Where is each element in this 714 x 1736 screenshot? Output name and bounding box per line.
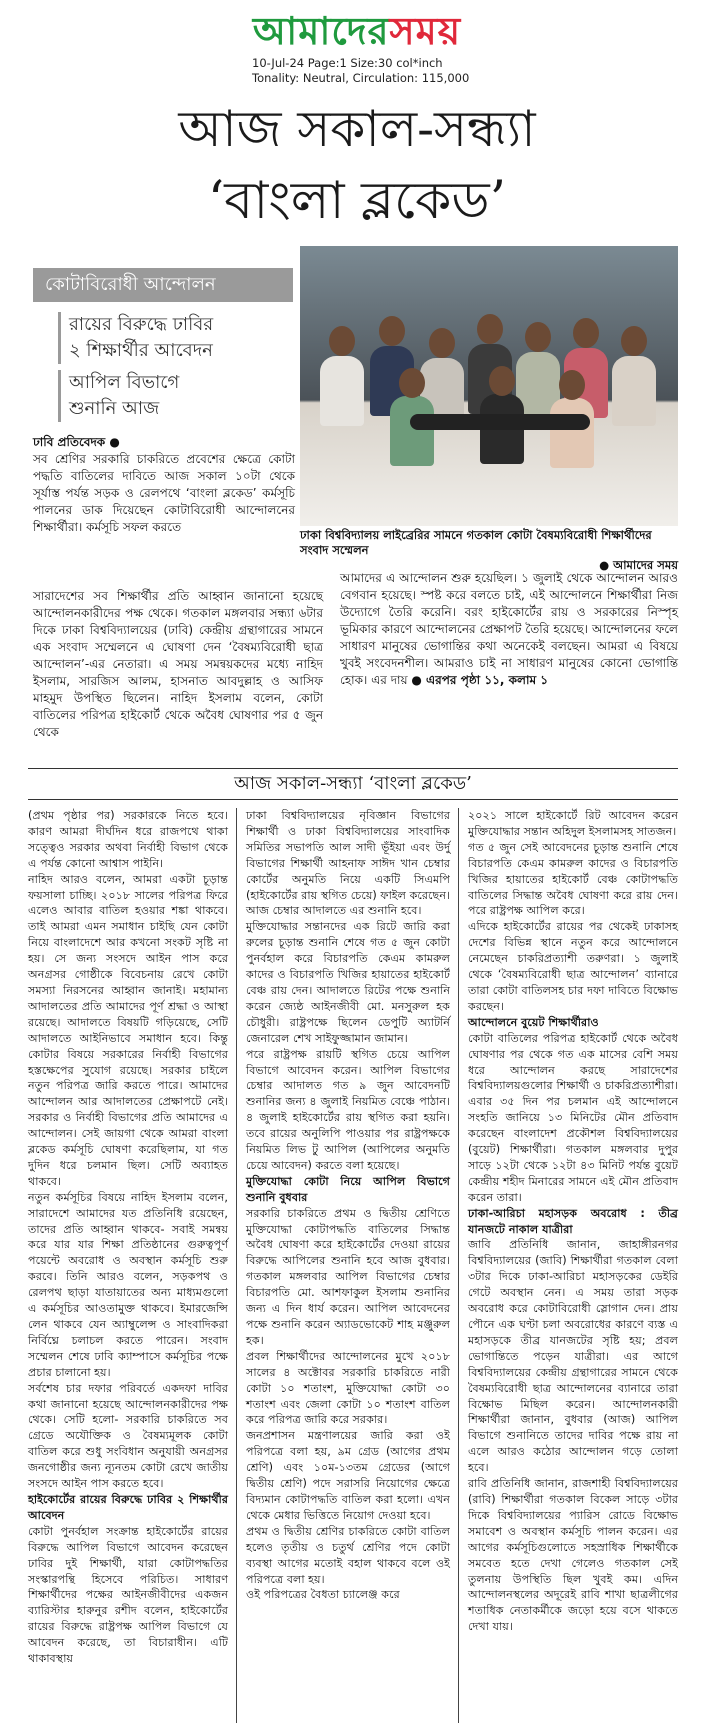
- paragraph: কোটা বাতিলের পরিপত্র হাইকোর্ট থেকে অবৈধ ঘোষণার পর থেকে গত এক মাসের বেশি সময় ধরে আন্দোলন করছে সারাদেশের বিশ্ববিদ্যালয়গুলোর শিক্ষার্থী ও চাকরিপ্রত্যাশীরা। এবার ৩৫ দিন পর চলমান এই আন্দোলনে সংহতি জানিয়ে ১৩ মিনিটের মৌন প্রতিবাদ করেছেন বাংলাদেশ প্রকৌশল বিশ্ববিদ্যালয়ের (বুয়েট) শিক্ষার্থীরা। গতকাল মঙ্গলবার দুপুর সাড়ে ১২টা থেকে ১২টা ৪৩ মিনিট পর্যন্ত বুয়েট কেন্দ্রীয় শহীদ মিনারের সামনে এই মৌন প্রতিবাদ করেন তারা।: [468, 1031, 678, 1204]
- section-subhead: ঢাকা-আরিচা মহাসড়ক অবরোধ : তীব্র যানজটে নাকাল যাত্রীরা: [468, 1206, 678, 1236]
- lead-intro: [33, 434, 295, 536]
- paragraph: পরে রাষ্ট্রপক্ষ রায়টি স্থগিত চেয়ে আপিল বিভাগে আবেদন করেন। আপিল বিভাগের চেম্বার আদালত গত ৯ জুন আবেদনটি শুনানির জন্য ৪ জুলাই নিয়মিত বেঞ্চে পাঠান। ৪ জুলাই হাইকোর্টের রায় স্থগিত করা হয়নি। তবে রায়ের অনুলিপি পাওয়ার পর রাষ্ট্রপক্ষকে নিয়মিত লিভ টু আপিল (আপিলের অনুমতি চেয়ে আবেদন) করতে বলা হয়েছে।: [246, 1047, 450, 1172]
- continuation-column-2: [246, 808, 450, 1603]
- press-conference-photo: [300, 246, 678, 526]
- subhead-2: [58, 370, 309, 422]
- paragraph: কোটা পুনর্বহাল সংক্রান্ত হাইকোর্টের রায়ের বিরুদ্ধে আপিল বিভাগে আবেদন করেছেন ঢাবির দুই শিক্ষার্থী, যারা কোটাপদ্ধতির সংস্কারপন্থি হিসেবে পরিচিত। সাধারণ শিক্ষার্থীদের পক্ষের আইনজীবীদের একজন ব্যারিস্টার হারুনুর রশীদ বলেন, হাইকোর্টের রায়ের বিরুদ্ধে রাষ্ট্রপক্ষ আপিল বিভাগে যে আবেদন করেছে, তা বিচারাধীন। এটি থাকাবস্থায়: [28, 1524, 228, 1666]
- column-divider-2: [458, 808, 459, 1723]
- lead-text-left: সারাদেশের সব শিক্ষার্থীর প্রতি আহ্বান জানানো হয়েছে আন্দোলনকারীদের পক্ষ থেকে। গতকাল মঙ্গলবার সন্ধ্যা ৬টার দিকে ঢাকা বিশ্ববিদ্যালয়ের (ঢাবি) কেন্দ্রীয় গ্রন্থাগারের সামনে এক সংবাদ সম্মেলনে এ ঘোষণা দেন ‘বৈষম্যবিরোধী ছাত্র আন্দোলন’-এর নেতারা। এ সময় সমন্বয়কদের মধ্যে নাহিদ ইসলাম, সারজিস আলম, হাসনাত আবদুল্লাহ ও আসিফ মাহমুদ উপস্থিত ছিলেন। নাহিদ ইসলাম বলেন, কোটা বাতিলের পরিপত্র হাইকোর্ট থেকে অবৈধ ঘোষণার পর ৫ জুন থেকে: [33, 589, 323, 739]
- paragraph: সরকারি চাকরিতে প্রথম ও দ্বিতীয় শ্রেণিতে মুক্তিযোদ্ধা কোটাপদ্ধতি বাতিলের সিদ্ধান্ত অবৈধ ঘোষণা করে হাইকোর্টের দেওয়া রায়ের বিরুদ্ধে আপিলের শুনানি হবে আজ বুধবার। গতকাল মঙ্গলবার আপিল বিভাগের চেম্বার বিচারপতি মো. আশফাকুল ইসলাম শুনানির জন্য এ দিন ধার্য করেন। আপিল আবেদনের পক্ষে শুনানি করেন অ্যাডভোকেট শাহ মঞ্জুরুল হক।: [246, 1206, 450, 1347]
- meta-line-1: 10-Jul-24 Page:1 Size:30 col*inch: [252, 56, 443, 70]
- microphones: [410, 414, 590, 430]
- continuation-banner: আজ সকাল-সন্ধ্যা ‘বাংলা ব্লকেড’: [28, 768, 678, 800]
- kicker-label: কোটাবিরোধী আন্দোলন: [33, 268, 293, 302]
- paragraph: ঢাকা বিশ্ববিদ্যালয়ের নৃবিজ্ঞান বিভাগের শিক্ষার্থী ও ঢাকা বিশ্ববিদ্যালয়ের সাংবাদিক সমিতির সভাপতি আল সাদী ভূঁইয়া এবং উর্দু বিভাগের শিক্ষার্থী আহনাফ সাঈদ খান চেম্বার কোর্টের অনুমতি নিয়ে একটি সিএমপি (হাইকোর্টের রায় স্থগিত চেয়ে) ফাইল করেছেন। আজ চেম্বার আদালতে এর শুনানি হবে।: [246, 809, 450, 918]
- masthead-part-2: সময়: [389, 8, 462, 53]
- paragraph: নতুন কর্মসূচির বিষয়ে নাহিদ ইসলাম বলেন, সারাদেশে আমাদের যত প্রতিনিধি রয়েছেন, তাদের প্রতি আহ্বান থাকবে- সবাই সমন্বয় করে যার যার শিক্ষা প্রতিষ্ঠানের গুরুত্বপূর্ণ পয়েন্টে অবরোধ ও অবস্থান কর্মসূচি শুরু করবে। তিনি আরও বলেন, সড়কপথ ও রেলপথ ছাড়া যাতায়াতের অন্য মাধ্যমগুলো এ কর্মসূচির আওতামুক্ত থাকবে। ইমারজেন্সি লেন থাকবে যেন অ্যাম্বুলেন্স ও সাংবাদিকরা নির্বিঘ্নে চলাচল করতে পারেন। সংবাদ সম্মেলন শেষে ঢাবি ক্যাম্পাসে কর্মসূচির পক্ষে প্রচার চালানো হয়।: [28, 1190, 228, 1379]
- masthead-part-1: আমাদের: [252, 8, 390, 53]
- photo-crowd: [300, 286, 678, 456]
- subhead-2-line-2: শুনানি আজ: [69, 398, 160, 419]
- section-subhead: মুক্তিযোদ্ধা কোটা নিয়ে আপিল বিভাগে শুনানি বুধবার: [246, 1174, 450, 1204]
- paragraph: ওই পরিপত্রের বৈধতা চ্যালেঞ্জ করে: [246, 1588, 400, 1602]
- masthead-logo: [0, 2, 714, 53]
- headline-line-2: ‘বাংলা ব্লকেড’: [207, 171, 507, 231]
- paragraph: (প্রথম পৃষ্ঠার পর) সরকারকে নিতে হবে। কারণ আমরা দীর্ঘদিন ধরে রাজপথে থাকা সত্ত্বেও সরকার অথবা নির্বাহী বিভাগ থেকে এ পর্যন্ত কোনো আশ্বাস পাইনি।: [28, 809, 228, 870]
- paragraph: রাবি প্রতিনিধি জানান, রাজশাহী বিশ্ববিদ্যালয়ের (রাবি) শিক্ষার্থীরা গতকাল বিকেল সাড়ে ৩টার দিকে বিশ্ববিদ্যালয়ের প্যারিস রোডে বিক্ষোভ সমাবেশ ও অবস্থান কর্মসূচি পালন করেন। এর আগের কর্মসূচিগুলোতে সহস্রাধিক শিক্ষার্থীকে সমবেত হতে দেখা গেলেও গতকাল সেই তুলনায় উপস্থিতি ছিল খুবই কম। এদিন আন্দোলনস্থলের অদূরেই রাবি শাখা ছাত্রলীগের শতাধিক নেতাকর্মীকে জড়ো হয়ে বসে থাকতে দেখা যায়।: [468, 1477, 678, 1634]
- column-divider-1: [236, 808, 237, 1723]
- lead-jump-line: ● এরপর পৃষ্ঠা ১১, কলাম ১: [411, 673, 549, 687]
- paragraph: সর্বশেষ চার দফার পরিবর্তে একদফা দাবির কথা জানানো হয়েছে আন্দোলনকারীদের পক্ষ থেকে। সেটি হলো- সরকারি চাকরিতে সব গ্রেডে অযৌক্তিক ও বৈষম্যমূলক কোটা বাতিল করে শুধু সংবিধান অনুযায়ী অনগ্রসর জনগোষ্ঠীর জন্য ন্যূনতম কোটা রেখে জাতীয় সংসদে আইন পাস করতে হবে।: [28, 1381, 228, 1491]
- paragraph: জনপ্রশাসন মন্ত্রণালয়ের জারি করা ওই পরিপত্রে বলা হয়, ৯ম গ্রেড (আগের প্রথম শ্রেণি) এবং ১০ম-১৩তম গ্রেডের (আগে দ্বিতীয় শ্রেণি) পদে সরাসরি নিয়োগের ক্ষেত্রে বিদ্যমান কোটাপদ্ধতি বাতিল করা হলো। এখন থেকে মেধার ভিত্তিতে নিয়োগ দেওয়া হবে।: [246, 1429, 450, 1522]
- photo-caption-text: ঢাকা বিশ্ববিদ্যালয় লাইব্রেরির সামনে গতকাল কোটা বৈষম্যবিরোধী শিক্ষার্থীদের সংবাদ সম্মেলন: [300, 528, 652, 557]
- subhead-2-line-1: আপিল বিভাগে: [69, 372, 180, 393]
- lead-intro-text: সব শ্রেণির সরকারি চাকরিতে প্রবেশের ক্ষেত্রে কোটা পদ্ধতি বাতিলের দাবিতে আজ সকাল ১০টা থেকে সূর্যাস্ত পর্যন্ত সড়ক ও রেলপথে ‘বাংলা ব্লকেড’ কর্মসূচি পালনের ডাক দিয়েছেন কোটাবিরোধী আন্দোলনের শিক্ষার্থীরা। কর্মসূচি সফল করতে: [33, 452, 295, 534]
- paragraph: প্রবল শিক্ষার্থীদের আন্দোলনের মুখে ২০১৮ সালের ৪ অক্টোবর সরকারি চাকরিতে নারী কোটা ১০ শতাংশ, মুক্তিযোদ্ধা কোটা ৩০ শতাংশ এবং জেলা কোটা ১০ শতাংশ বাতিল করে পরিপত্র জারি করে সরকার।: [246, 1349, 450, 1427]
- continuation-column-1: [28, 808, 228, 1667]
- clipping-meta: [252, 56, 469, 86]
- subhead-1-line-2: ২ শিক্ষার্থীর আবেদন: [69, 340, 213, 361]
- section-subhead: হাইকোর্টের রায়ের বিরুদ্ধে ঢাবির ২ শিক্ষার্থীর আবেদন: [28, 1492, 228, 1522]
- paragraph: গত ৫ জুন সেই আবেদনের চূড়ান্ত শুনানি শেষে বিচারপতি কেএম কামরুল কাদের ও বিচারপতি খিজির হায়াতের হাইকোর্ট বেঞ্চ কোটাপদ্ধতি বাতিলের সিদ্ধান্ত অবৈধ ঘোষণা করে রায় দেন। পরে রাষ্ট্রপক্ষ আপিল করে।: [468, 840, 678, 918]
- photo-caption: [300, 528, 678, 573]
- paragraph: জাবি প্রতিনিধি জানান, জাহাঙ্গীরনগর বিশ্ববিদ্যালয়ের (জাবি) শিক্ষার্থীরা গতকাল বেলা ৩টার দিকে ঢাকা-আরিচা মহাসড়কের ডেইরি গেটে অবস্থান নেন। এ সময় তারা সড়ক অবরোধ করে কোটাবিরোধী স্লোগান দেন। প্রায় পৌনে এক ঘণ্টা চলা অবরোধের কারণে ব্যস্ত এ মহাসড়কে তীব্র যানজটের সৃষ্টি হয়; প্রবল ভোগান্তিতে পড়েন যাত্রীরা। এর আগে বিশ্ববিদ্যালয়ের কেন্দ্রীয় গ্রন্থাগারের সামনে থেকে বৈষম্যবিরোধী ছাত্র আন্দোলনের ব্যানারে তারা বিক্ষোভ মিছিল করেন। আন্দোলনকারী শিক্ষার্থীরা জানান, বুধবার (আজ) আপিল বিভাগে শুনানিতে তাদের দাবির পক্ষে রায় না এলে আরও কঠোর আন্দোলন গড়ে তোলা হবে।: [468, 1238, 678, 1475]
- paragraph: এদিকে হাইকোর্টের রায়ের পর থেকেই ঢাকাসহ দেশের বিভিন্ন স্থানে নতুন করে আন্দোলনে নেমেছেন চাকরিপ্রত্যাশী তরুণরা। ১ জুলাই থেকে ‘বৈষম্যবিরোধী ছাত্র আন্দোলন’ ব্যানারে তারা কোটা বাতিলসহ চার দফা দাবিতে বিক্ষোভ করছেন।: [468, 920, 678, 1013]
- paragraph: ২০২১ সালে হাইকোর্টে রিট আবেদন করেন মুক্তিযোদ্ধার সন্তান অহিদুল ইসলামসহ সাতজন।: [468, 809, 678, 838]
- paragraph: প্রথম ও দ্বিতীয় শ্রেণির চাকরিতে কোটা বাতিল হলেও তৃতীয় ও চতুর্থ শ্রেণির পদে কোটা ব্যবস্থা আগের মতোই বহাল থাকবে বলে ওই পরিপত্রে বলা হয়।: [246, 1524, 450, 1586]
- paragraph: মুক্তিযোদ্ধার সন্তানদের এক রিটে জারি করা রুলের চূড়ান্ত শুনানি শেষে গত ৫ জুন কোটা পুনর্বহাল করে বিচারপতি কেএম কামরুল কাদের ও বিচারপতি খিজির হায়াতের হাইকোর্ট বেঞ্চ রায় দেন। আদালতে রিটের পক্ষে শুনানি করেন জ্যেষ্ঠ আইনজীবী মো. মনসুরুল হক চৌধুরী। রাষ্ট্রপক্ষে ছিলেন ডেপুটি অ্যাটর্নি জেনারেল শেখ সাইফুজ্জামান জামান।: [246, 920, 450, 1045]
- photo-credit: ● আমাদের সময়: [599, 558, 678, 572]
- headline-line-1: আজ সকাল-সন্ধ্যা: [178, 100, 536, 158]
- subhead-1: [58, 312, 309, 364]
- subhead-1-line-1: রায়ের বিরুদ্ধে ঢাবির: [69, 314, 214, 335]
- meta-line-2: Tonality: Neutral, Circulation: 115,000: [252, 71, 470, 85]
- lead-text-right: [340, 570, 678, 689]
- lead-byline: ঢাবি প্রতিবেদক ●: [33, 435, 120, 449]
- section-subhead: আন্দোলনে বুয়েট শিক্ষার্থীরাও: [468, 1015, 599, 1029]
- paragraph: নাহিদ আরও বলেন, আমরা একটা চূড়ান্ত ফয়সালা চাচ্ছি। ২০১৮ সালের পরিপত্র ফিরে এলেও আবার বাতিল হওয়ার শঙ্কা থাকবে। তাই আমরা এমন সমাধান চাইছি যেন কোটা নিয়ে বাংলাদেশে আর কখনো সংকট সৃষ্টি না হয়। সে জন্য সংসদে আইন পাস করে অনগ্রসর গোষ্ঠীকে বিবেচনায় রেখে কোটা সমস্যা নিরসনের আহ্বান জানাই। মহামান্য আদালতের প্রতি আমাদের পূর্ণ শ্রদ্ধা ও আস্থা রয়েছে। আদালতে বিষয়টি গড়িয়েছে, সেটি আদালতে আইনিভাবে সমাধান হবে। কিন্তু কোটার বিষয়ে সরকারের নির্বাহী বিভাগের হস্তক্ষেপের সুযোগ রয়েছে। সরকার চাইলে নতুন পরিপত্র জারি করতে পারে। আমাদের আন্দোলন আর আদালতের প্রেক্ষাপটে নেই। সরকার ও নির্বাহী বিভাগের প্রতি আমাদের এ আন্দোলন। সেই জায়গা থেকে আমরা বাংলা ব্লকেড কর্মসূচি ঘোষণা করেছিলাম, যা গত দুদিন ধরে চলমান ছিল। সেটি অব্যাহত থাকবে।: [28, 872, 228, 1188]
- continuation-column-3: [468, 808, 678, 1635]
- lead-text-right-body: আমাদের এ আন্দোলন শুরু হয়েছিল। ১ জুলাই থেকে আন্দোলন আরও বেগবান হয়েছে। স্পষ্ট করে বলতে চাই, এই আন্দোলনে শিক্ষার্থীরা নিজ উদ্যোগে তৈরি করেনি। বরং হাইকোর্টের রায় ও সরকারের নিস্পৃহ ভূমিকার কারণে আন্দোলনের প্রেক্ষাপট তৈরি হয়েছে। আন্দোলনের ফলে সাধারণ মানুষের ভোগান্তির কথা অনেকেই বলছেন। আমরা এ বিষয়ে খুবই সংবেদনশীল। আমরাও চাই না সাধারণ মানুষের কোনো ভোগান্তি হোক। এর দায়: [340, 571, 678, 687]
